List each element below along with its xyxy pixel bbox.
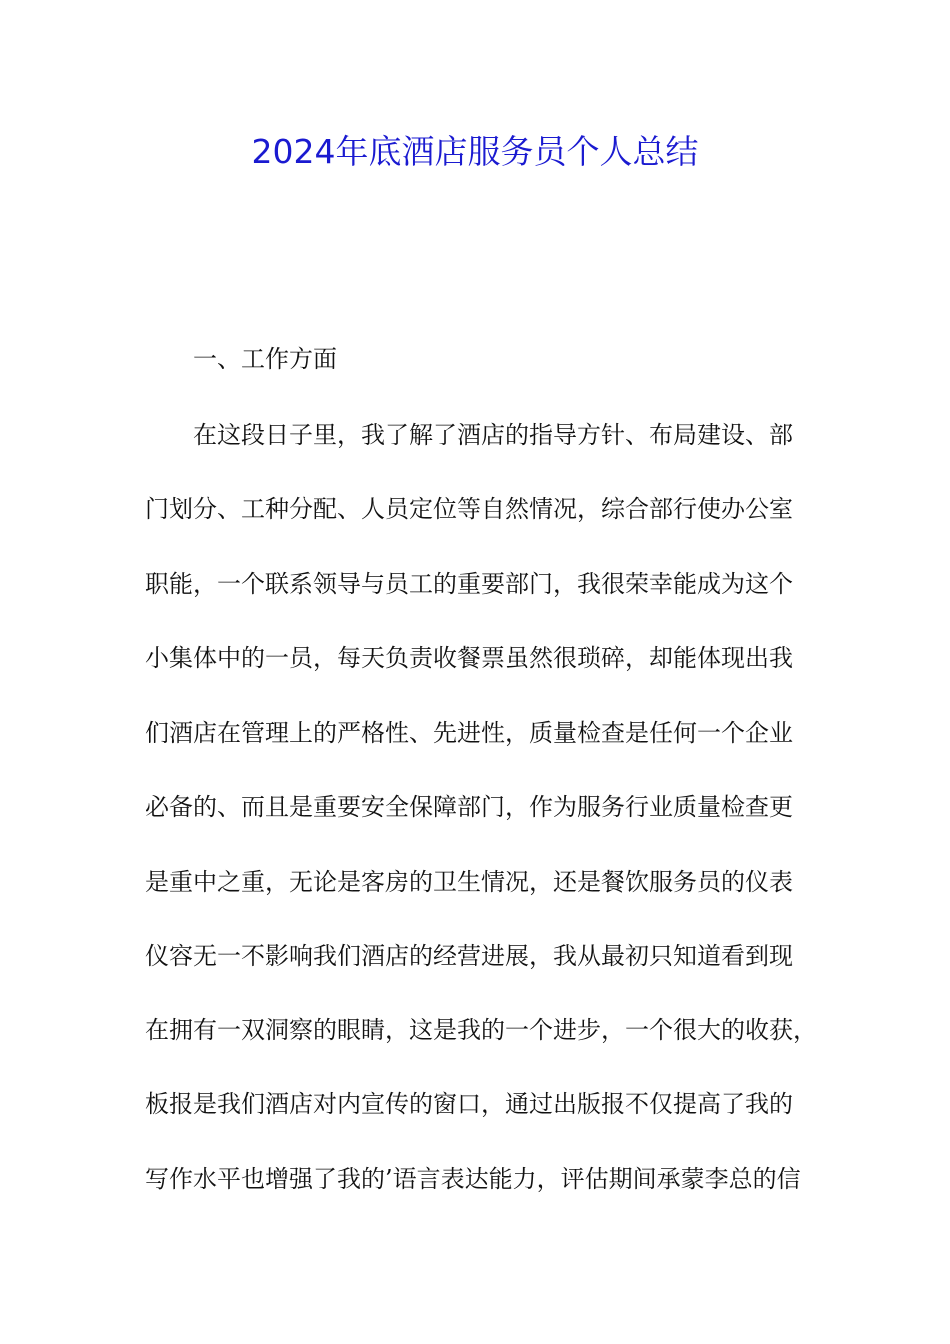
paragraph-line: 板报是我们酒店对内宣传的窗口，通过出版报不仅提高了我的 <box>145 1090 793 1118</box>
paragraph-line: 必备的、而且是重要安全保障部门，作为服务行业质量检查更 <box>145 793 793 821</box>
paragraph-line: 在拥有一双洞察的眼睛，这是我的一个进步，一个很大的收获， <box>145 1016 817 1044</box>
paragraph-line: 们酒店在管理上的严格性、先进性，质量检查是任何一个企业 <box>145 719 793 747</box>
paragraph-line: 写作水平也增强了我的’语言表达能力，评估期间承蒙李总的信 <box>145 1165 801 1193</box>
paragraph-line: 职能，一个联系领导与员工的重要部门，我很荣幸能成为这个 <box>145 570 793 598</box>
paragraph-line: 是重中之重，无论是客房的卫生情况，还是餐饮服务员的仪表 <box>145 868 793 896</box>
paragraph-line: 门划分、工种分配、人员定位等自然情况，综合部行使办公室 <box>145 495 793 523</box>
section-heading: 一、工作方面 <box>193 345 337 373</box>
paragraph-line: 小集体中的一员，每天负责收餐票虽然很琐碎，却能体现出我 <box>145 644 793 672</box>
document-title: 2024年底酒店服务员个人总结 <box>251 132 699 171</box>
paragraph-line: 在这段日子里，我了解了酒店的指导方针、布局建设、部 <box>193 421 793 449</box>
paragraph-line: 仪容无一不影响我们酒店的经营进展，我从最初只知道看到现 <box>145 942 793 970</box>
